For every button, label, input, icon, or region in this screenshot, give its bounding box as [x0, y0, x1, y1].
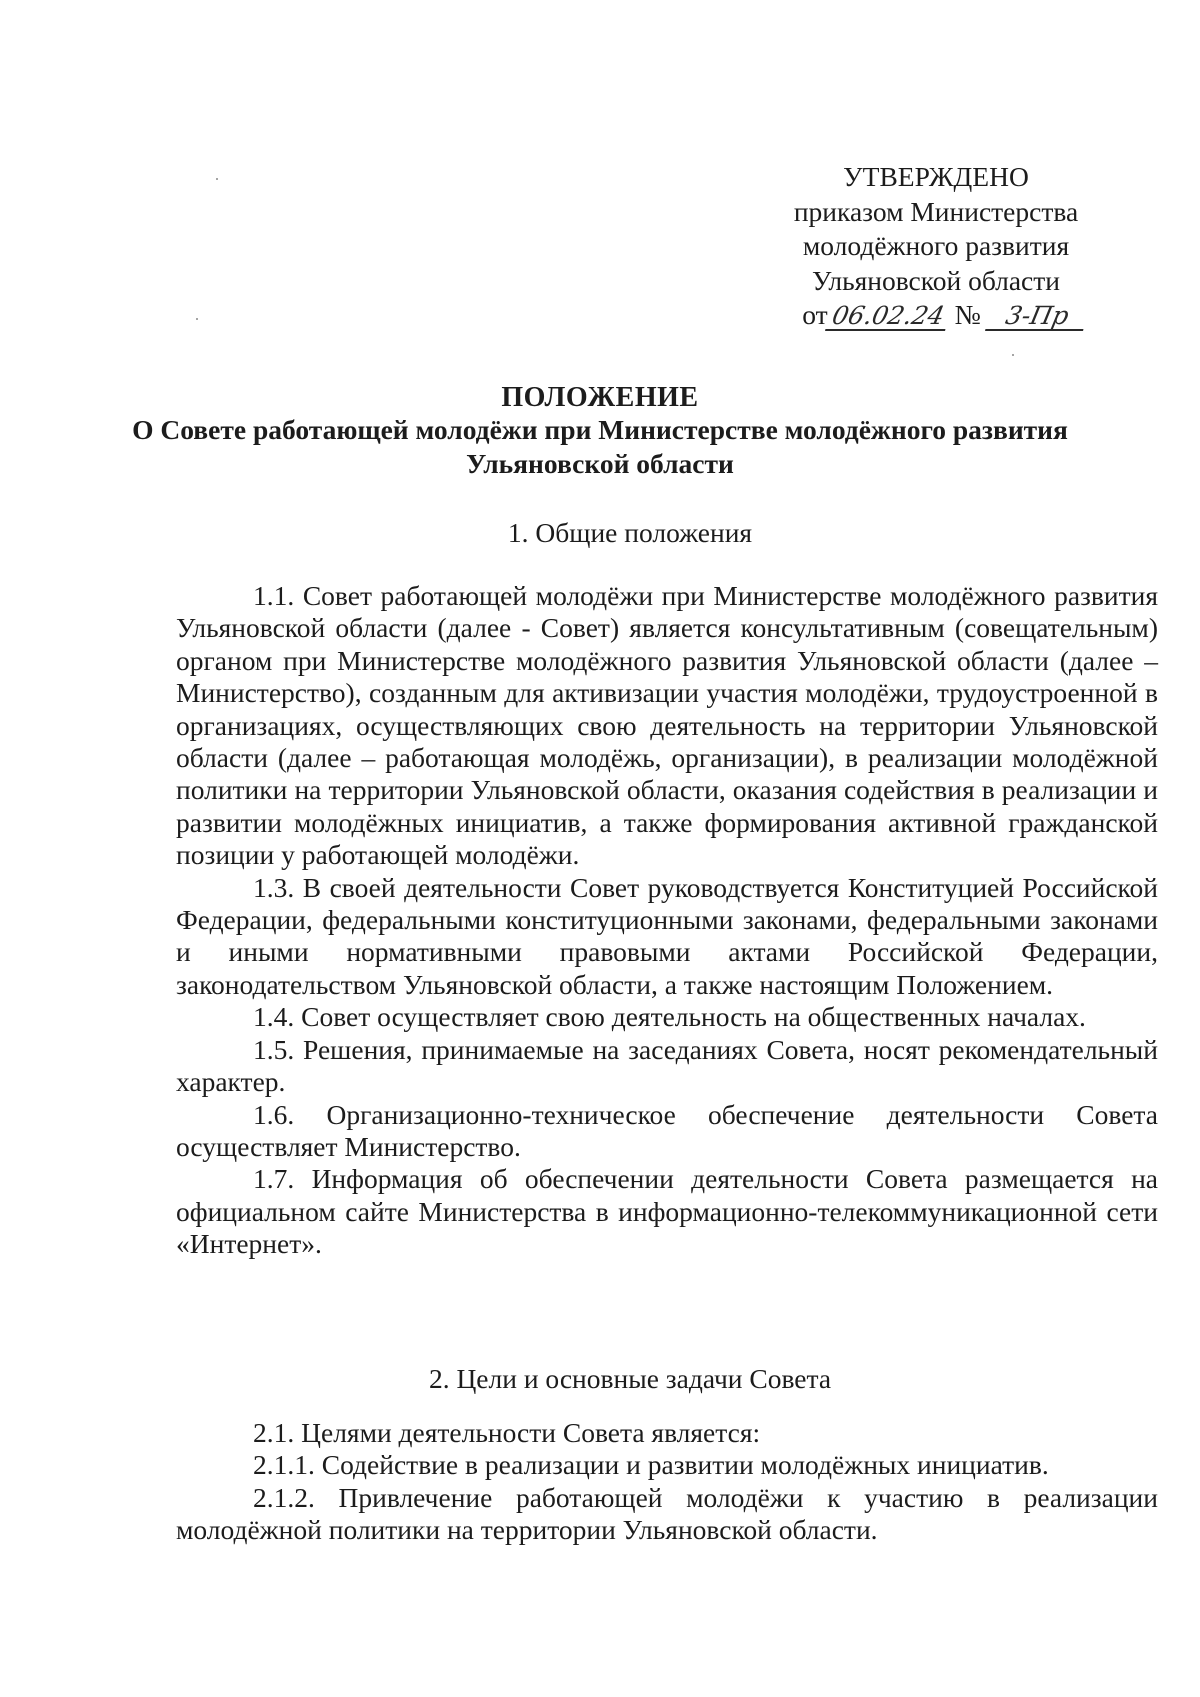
paragraph-2-1: 2.1. Целями деятельности Совета является:: [253, 1417, 761, 1448]
paragraph-2-1-1: 2.1.1. Содействие в реализации и развитии молодёжных инициатив.: [253, 1449, 1049, 1481]
document-title: ПОЛОЖЕНИЕ: [501, 382, 699, 413]
approval-line-1: приказом Министерства: [793, 195, 1079, 227]
section-heading-1: 1. Общие положения: [507, 517, 753, 548]
paragraph-1-5: 1.5. Решения, принимаемые на заседаниях Совета, носят рекомендательный характер.: [176, 1033, 1158, 1098]
approval-line-2: молодёжного развития: [802, 230, 1070, 261]
section-2-body: [176, 1417, 1158, 1547]
approval-stamp: [786, 160, 1086, 333]
number-label: №: [954, 299, 981, 330]
approval-date-line: [794, 298, 1094, 333]
document-subtitle-line-1: О Совете работающей молодёжи при Министерстве молодёжного развития: [132, 414, 1068, 445]
paragraph-1-1: 1.1. Совет работающей молодёжи при Министерстве молодёжного развития Ульяновской области (далее - Совет) является консультативным (совещательным) органом при Министерстве молодёжного развития Ульяновской области (далее – Министерство), созданным для активизации участия молодёжи, трудоустроенной в организациях, осуществляющих свою деятельность на территории Ульяновской области (далее – работающая молодёжь, организации), в реализации молодёжной политики на территории Ульяновской области, оказания содействия в реализации и развитии молодёжных инициатив, а также формирования активной гражданской позиции у работающей молодёжи.: [176, 580, 1158, 871]
paragraph-1-4: 1.4. Совет осуществляет свою деятельность на общественных началах.: [253, 1001, 1086, 1033]
document-subtitle-line-2: Ульяновской области: [466, 448, 734, 479]
approval-line-3: Ульяновской области: [811, 264, 1060, 296]
date-prefix: от: [802, 299, 828, 330]
paragraph-1-6: 1.6. Организационно-техническое обеспечение деятельности Совета осуществляет Министерство.: [176, 1098, 1158, 1162]
handwritten-number: 3-Пр: [985, 303, 1089, 331]
paragraph-2-1-2: 2.1.2. Привлечение работающей молодёжи к участию в реализации молодёжной политики на территории Ульяновской области.: [176, 1481, 1158, 1546]
paragraph-1-3: 1.3. В своей деятельности Совет руководствуется Конституцией Российской Федерации, федеральными конституционными законами, федеральными законами и иными нормативными правовыми актами Российской Федерации, законодательством Ульяновской области, а также настоящим Положением.: [176, 871, 1158, 1000]
handwritten-date: 06.02.24: [825, 303, 951, 331]
section-heading-2: 2. Цели и основные задачи Совета: [428, 1363, 832, 1394]
scan-speck: [1012, 354, 1014, 356]
scan-speck: [216, 178, 218, 180]
approval-status: УТВЕРЖДЕНО: [843, 161, 1029, 192]
scan-speck: [196, 318, 198, 320]
paragraph-1-7: 1.7. Информация об обеспечении деятельности Совета размещается на официальном сайте Министерства в информационно-телекоммуникационной сети «Интернет».: [176, 1163, 1158, 1260]
section-1-body: [176, 580, 1158, 1261]
